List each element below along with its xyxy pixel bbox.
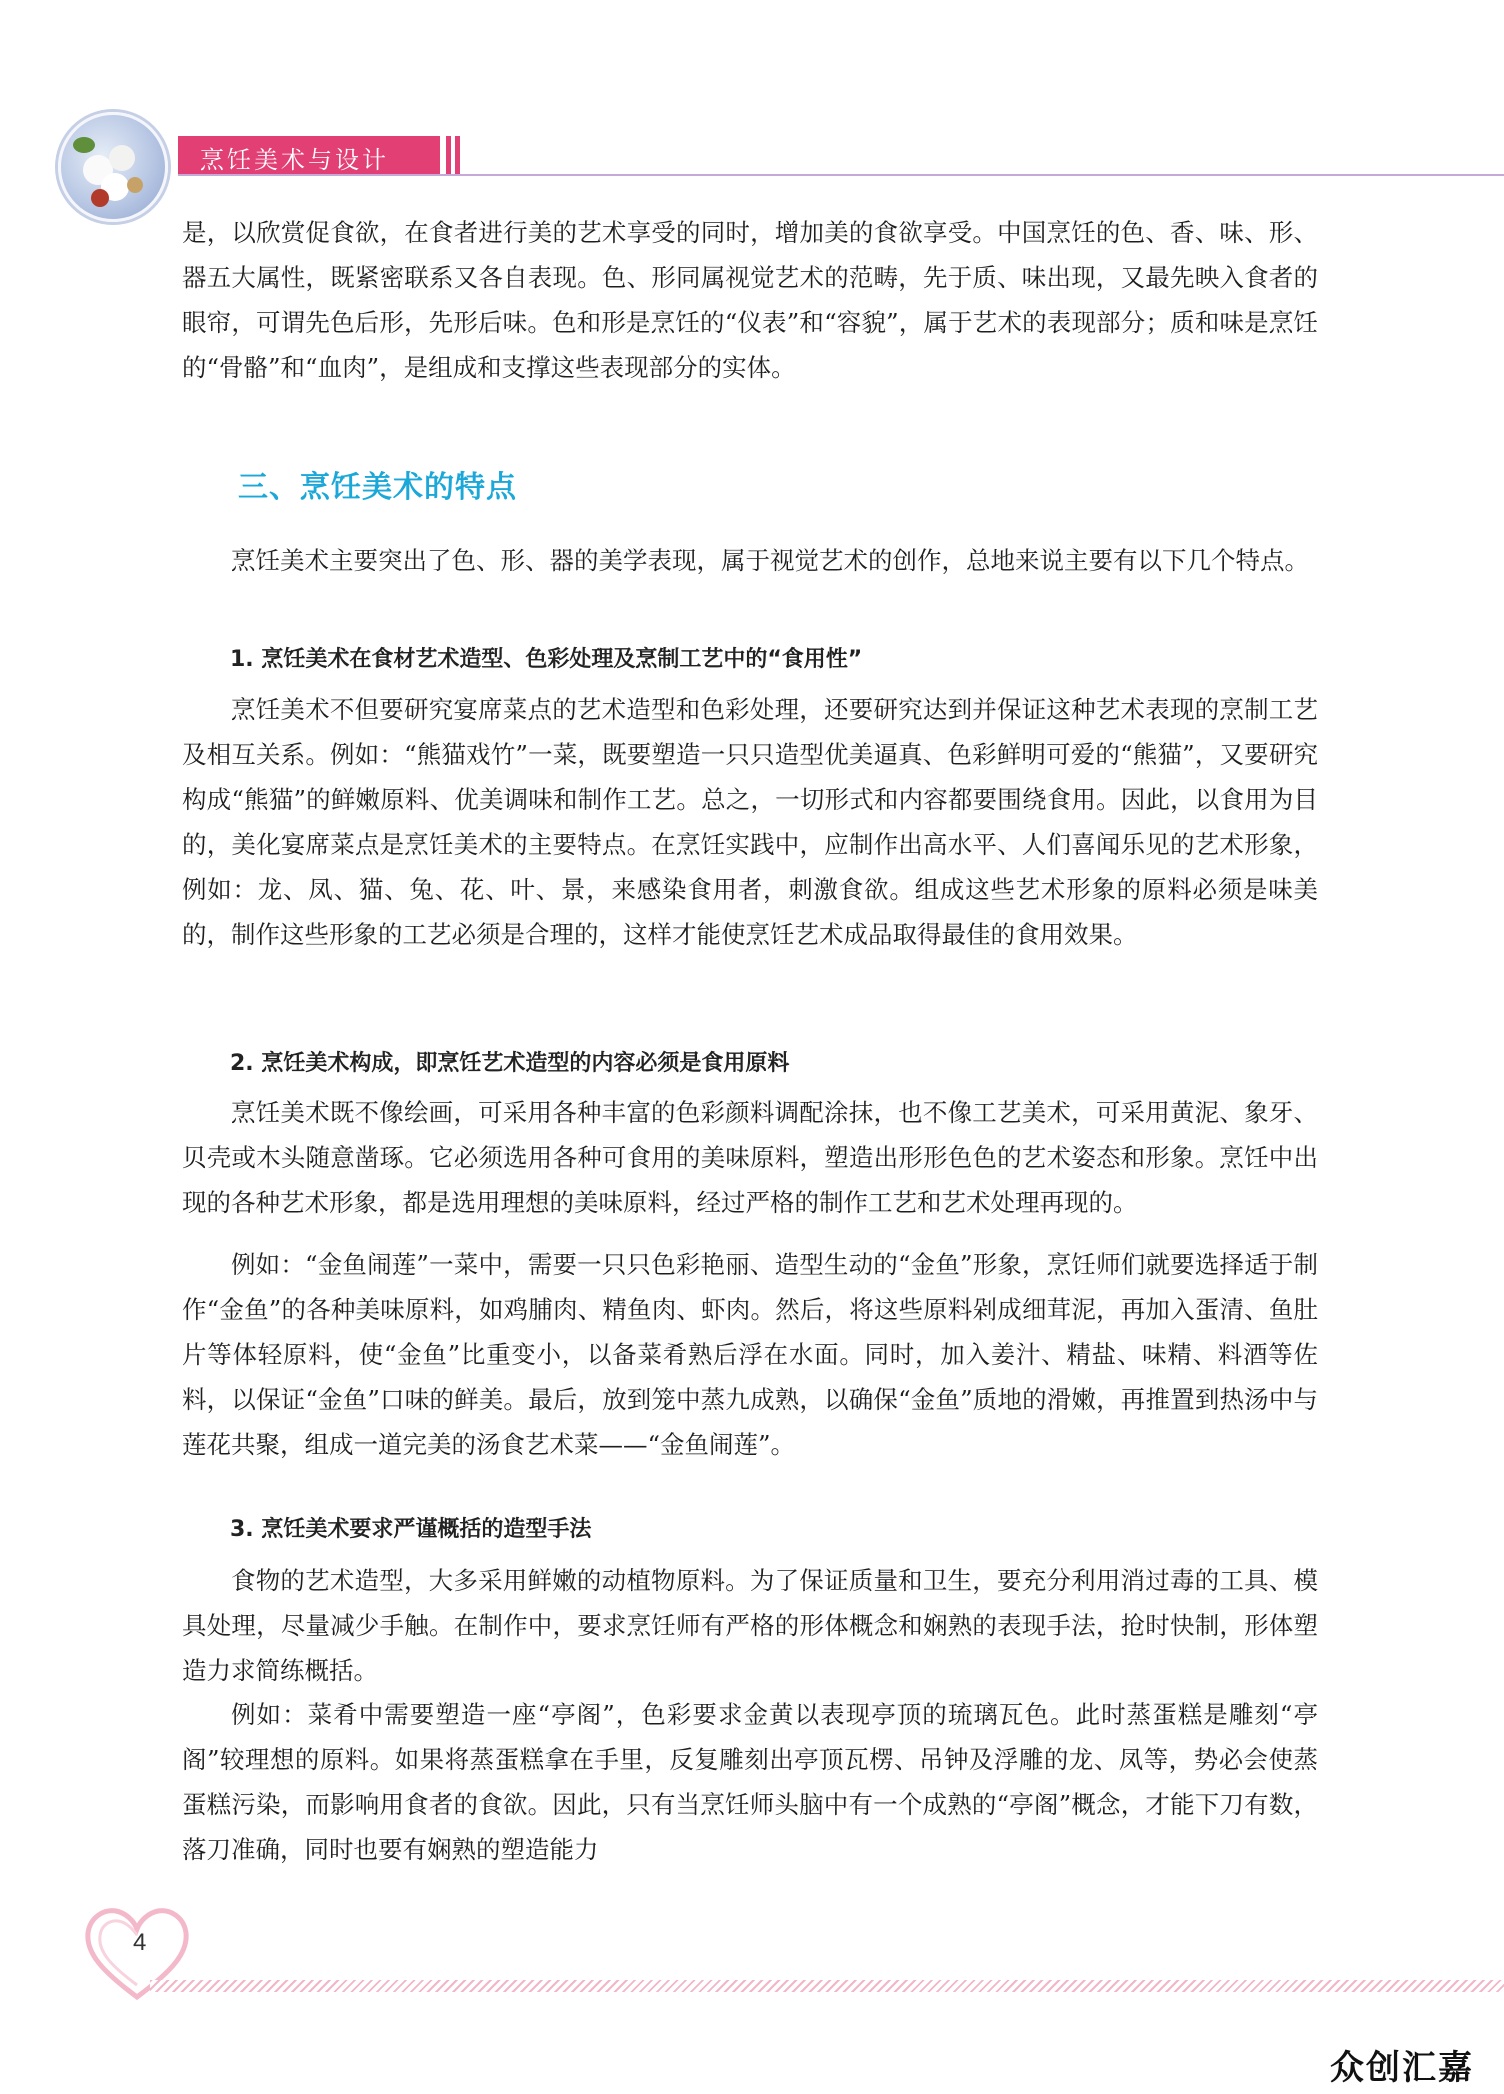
watermark: 众创汇嘉 [1330,2048,1474,2088]
subheading-2: 2. 烹饪美术构成，即烹饪艺术造型的内容必须是食用原料 [230,1051,790,1076]
header-title-band [178,136,440,174]
page-number: 4 [133,1929,147,1956]
header-food-photo [58,112,168,222]
subheading-1: 1. 烹饪美术在食材艺术造型、色彩处理及烹制工艺中的“食用性” [230,647,863,672]
paragraph-sub1: 烹饪美术不但要研究宴席菜点的艺术造型和色彩处理，还要研究达到并保证这种艺术表现的烹制工艺及相互关系。例如：“熊猫戏竹”一菜，既要塑造一只只造型优美逼真、色彩鲜明可爱的“熊猫”，又要研究构成“熊猫”的鲜嫩原料、优美调味和制作工艺。总之，一切形式和内容都要围绕食用。因此，以食用为目的，美化宴席菜点是烹饪美术的主要特点。在烹饪实践中，应制作出高水平、人们喜闻乐见的艺术形象，例如：龙、凤、猫、兔、花、叶、景，来感染食用者，刺激食欲。组成这些艺术形象的原料必须是味美的，制作这些形象的工艺必须是合理的，这样才能使烹饪艺术成品取得最佳的食用效果。 [182,695,1318,949]
book-title: 烹饪美术与设计 [200,146,389,174]
header-rule [178,174,1504,176]
paragraph-intro: 是，以欣赏促食欲，在食者进行美的艺术享受的同时，增加美的食欲享受。中国烹饪的色、香、味、形、器五大属性，既紧密联系又各自表现。色、形同属视觉艺术的范畴，先于质、味出现，又最先映入食者的眼帘，可谓先色后形，先形后味。色和形是烹饪的“仪表”和“容貌”，属于艺术的表现部分；质和味是烹饪的“骨骼”和“血肉”，是组成和支撑这些表现部分的实体。 [182,218,1318,382]
paragraph-section-intro: 烹饪美术主要突出了色、形、器的美学表现，属于视觉艺术的创作，总地来说主要有以下几个特点。 [231,546,1309,575]
paragraph-sub2b: 例如：“金鱼闹莲”一菜中，需要一只只色彩艳丽、造型生动的“金鱼”形象，烹饪师们就要选择适于制作“金鱼”的各种美味原料，如鸡脯肉、精鱼肉、虾肉。然后，将这些原料剁成细茸泥，再加入蛋清、鱼肚片等体轻原料，使“金鱼”比重变小，以备菜肴熟后浮在水面。同时，加入姜汁、精盐、味精、料酒等佐料，以保证“金鱼”口味的鲜美。最后，放到笼中蒸九成熟，以确保“金鱼”质地的滑嫩，再推置到热汤中与莲花共聚，组成一道完美的汤食艺术菜——“金鱼闹莲”。 [182,1250,1318,1459]
section-title: 三、烹饪美术的特点 [238,470,517,505]
footer-stripe [150,1980,1504,1992]
header-accent-bar [446,136,451,174]
paragraph-sub2a: 烹饪美术既不像绘画，可采用各种丰富的色彩颜料调配涂抹，也不像工艺美术，可采用黄泥、象牙、贝壳或木头随意凿琢。它必须选用各种可食用的美味原料，塑造出形形色色的艺术姿态和形象。烹饪中出现的各种艺术形象，都是选用理想的美味原料，经过严格的制作工艺和艺术处理再现的。 [182,1098,1318,1217]
subheading-3: 3. 烹饪美术要求严谨概括的造型手法 [230,1517,592,1542]
header-accent-bar [455,136,460,174]
paragraph-sub3a: 食物的艺术造型，大多采用鲜嫩的动植物原料。为了保证质量和卫生，要充分利用消过毒的工具、模具处理，尽量减少手触。在制作中，要求烹饪师有严格的形体概念和娴熟的表现手法，抢时快制，形体塑造力求简练概括。 [182,1566,1318,1685]
paragraph-sub3b: 例如：菜肴中需要塑造一座“亭阁”，色彩要求金黄以表现亭顶的琉璃瓦色。此时蒸蛋糕是雕刻“亭阁”较理想的原料。如果将蒸蛋糕拿在手里，反复雕刻出亭顶瓦楞、吊钟及浮雕的龙、凤等，势必会使蒸蛋糕污染，而影响用食者的食欲。因此，只有当烹饪师头脑中有一个成熟的“亭阁”概念，才能下刀有数，落刀准确，同时也要有娴熟的塑造能力 [182,1700,1318,1864]
